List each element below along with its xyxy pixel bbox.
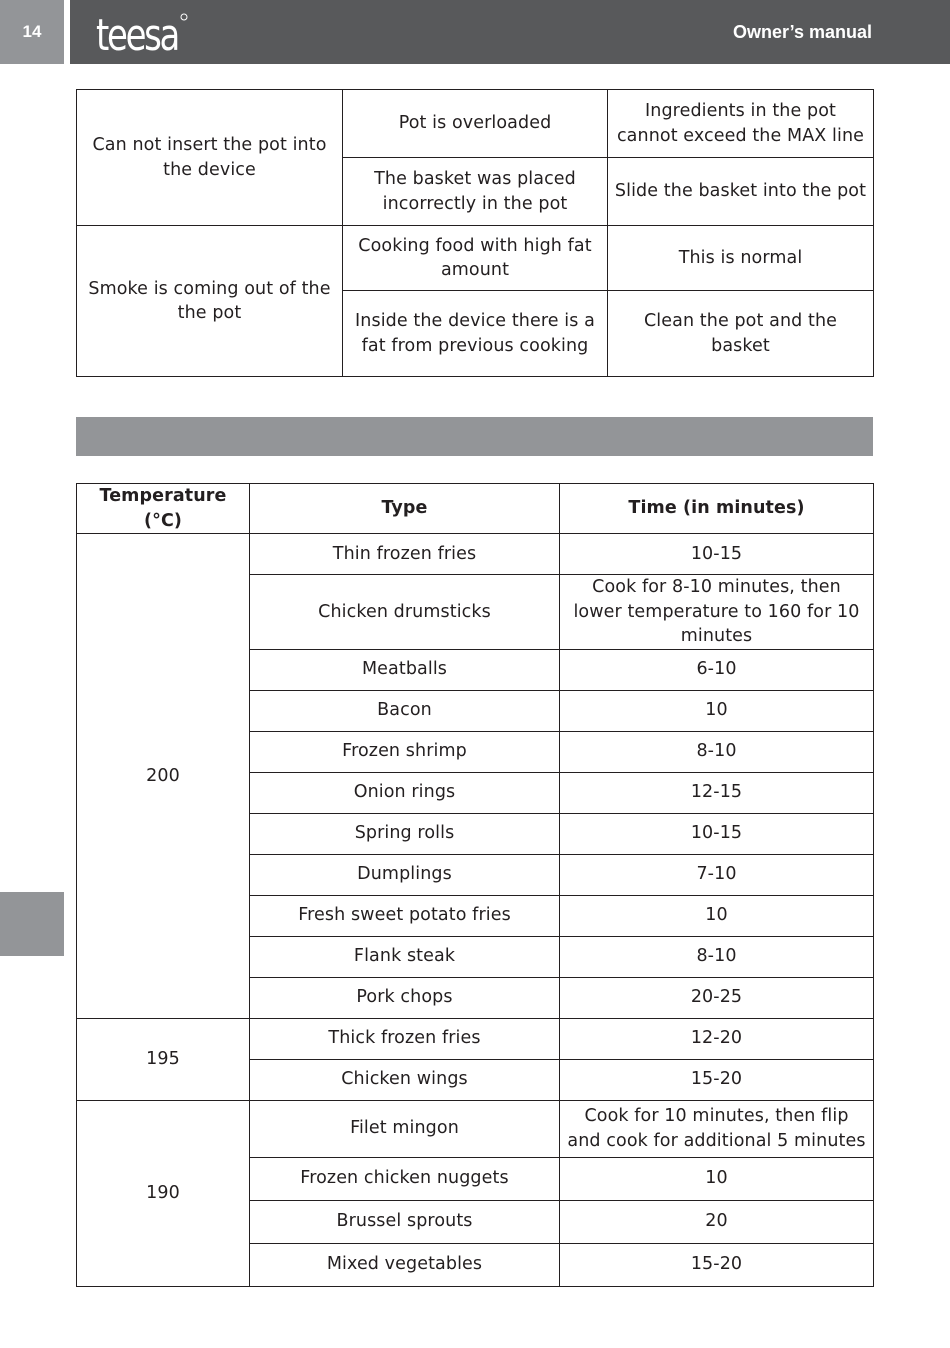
document-title: Owner’s manual: [732, 22, 872, 42]
time-cell: 10: [560, 895, 874, 936]
time-cell: Cook for 8-10 minutes, then lower temperature to 160 for 10 minutes: [560, 575, 874, 650]
type-cell: Mixed vegetables: [250, 1243, 560, 1286]
header-bar: [70, 0, 950, 64]
type-cell: Frozen chicken nuggets: [250, 1157, 560, 1200]
solution-cell: This is normal: [608, 226, 874, 291]
cause-cell: Cooking food with high fat amount: [343, 226, 608, 291]
troubleshooting-table: [76, 89, 874, 377]
temperature-cell: 195: [77, 1018, 250, 1100]
type-cell: Filet mingon: [250, 1100, 560, 1157]
time-cell: 12-20: [560, 1018, 874, 1059]
temperature-cell: 200: [77, 534, 250, 1019]
table-row: [77, 226, 874, 291]
column-header-temperature: Temperature (°C): [77, 484, 250, 534]
type-cell: Meatballs: [250, 649, 560, 690]
section-heading-bar: [76, 417, 873, 456]
type-cell: Brussel sprouts: [250, 1200, 560, 1243]
header-row: [77, 484, 874, 534]
time-cell: Cook for 10 minutes, then flip and cook for additional 5 minutes: [560, 1100, 874, 1157]
cause-cell: Pot is overloaded: [343, 90, 608, 158]
solution-cell: Clean the pot and the basket: [608, 291, 874, 377]
time-cell: 10: [560, 1157, 874, 1200]
time-cell: 8-10: [560, 936, 874, 977]
time-cell: 10-15: [560, 813, 874, 854]
time-cell: 12-15: [560, 772, 874, 813]
type-cell: Frozen shrimp: [250, 731, 560, 772]
time-cell: 10: [560, 690, 874, 731]
problem-cell: Can not insert the pot into the device: [77, 90, 343, 226]
time-cell: 10-15: [560, 534, 874, 575]
svg-text:teesa: teesa: [96, 10, 178, 56]
teesa-logo: [96, 8, 192, 56]
side-tab: [0, 892, 64, 956]
solution-cell: Slide the basket into the pot: [608, 158, 874, 226]
table-row: [77, 534, 874, 575]
time-cell: 6-10: [560, 649, 874, 690]
type-cell: Flank steak: [250, 936, 560, 977]
table-row: [77, 90, 874, 158]
table-row: [77, 1100, 874, 1157]
type-cell: Chicken drumsticks: [250, 575, 560, 650]
type-cell: Spring rolls: [250, 813, 560, 854]
type-cell: Thin frozen fries: [250, 534, 560, 575]
time-cell: 8-10: [560, 731, 874, 772]
column-header-time: Time (in minutes): [560, 484, 874, 534]
type-cell: Thick frozen fries: [250, 1018, 560, 1059]
cause-cell: The basket was placed incorrectly in the pot: [343, 158, 608, 226]
type-cell: Chicken wings: [250, 1059, 560, 1100]
page-number: 14: [0, 0, 64, 64]
solution-cell: Ingredients in the pot cannot exceed the MAX line: [608, 90, 874, 158]
type-cell: Onion rings: [250, 772, 560, 813]
type-cell: Pork chops: [250, 977, 560, 1018]
problem-cell: Smoke is coming out of the the pot: [77, 226, 343, 377]
time-cell: 20: [560, 1200, 874, 1243]
cooking-table: [76, 483, 874, 1287]
time-cell: 7-10: [560, 854, 874, 895]
column-header-type: Type: [250, 484, 560, 534]
time-cell: 15-20: [560, 1243, 874, 1286]
time-cell: 20-25: [560, 977, 874, 1018]
temperature-cell: 190: [77, 1100, 250, 1286]
type-cell: Bacon: [250, 690, 560, 731]
cause-cell: Inside the device there is a fat from previous cooking: [343, 291, 608, 377]
table-row: [77, 1018, 874, 1059]
time-cell: 15-20: [560, 1059, 874, 1100]
type-cell: Dumplings: [250, 854, 560, 895]
type-cell: Fresh sweet potato fries: [250, 895, 560, 936]
